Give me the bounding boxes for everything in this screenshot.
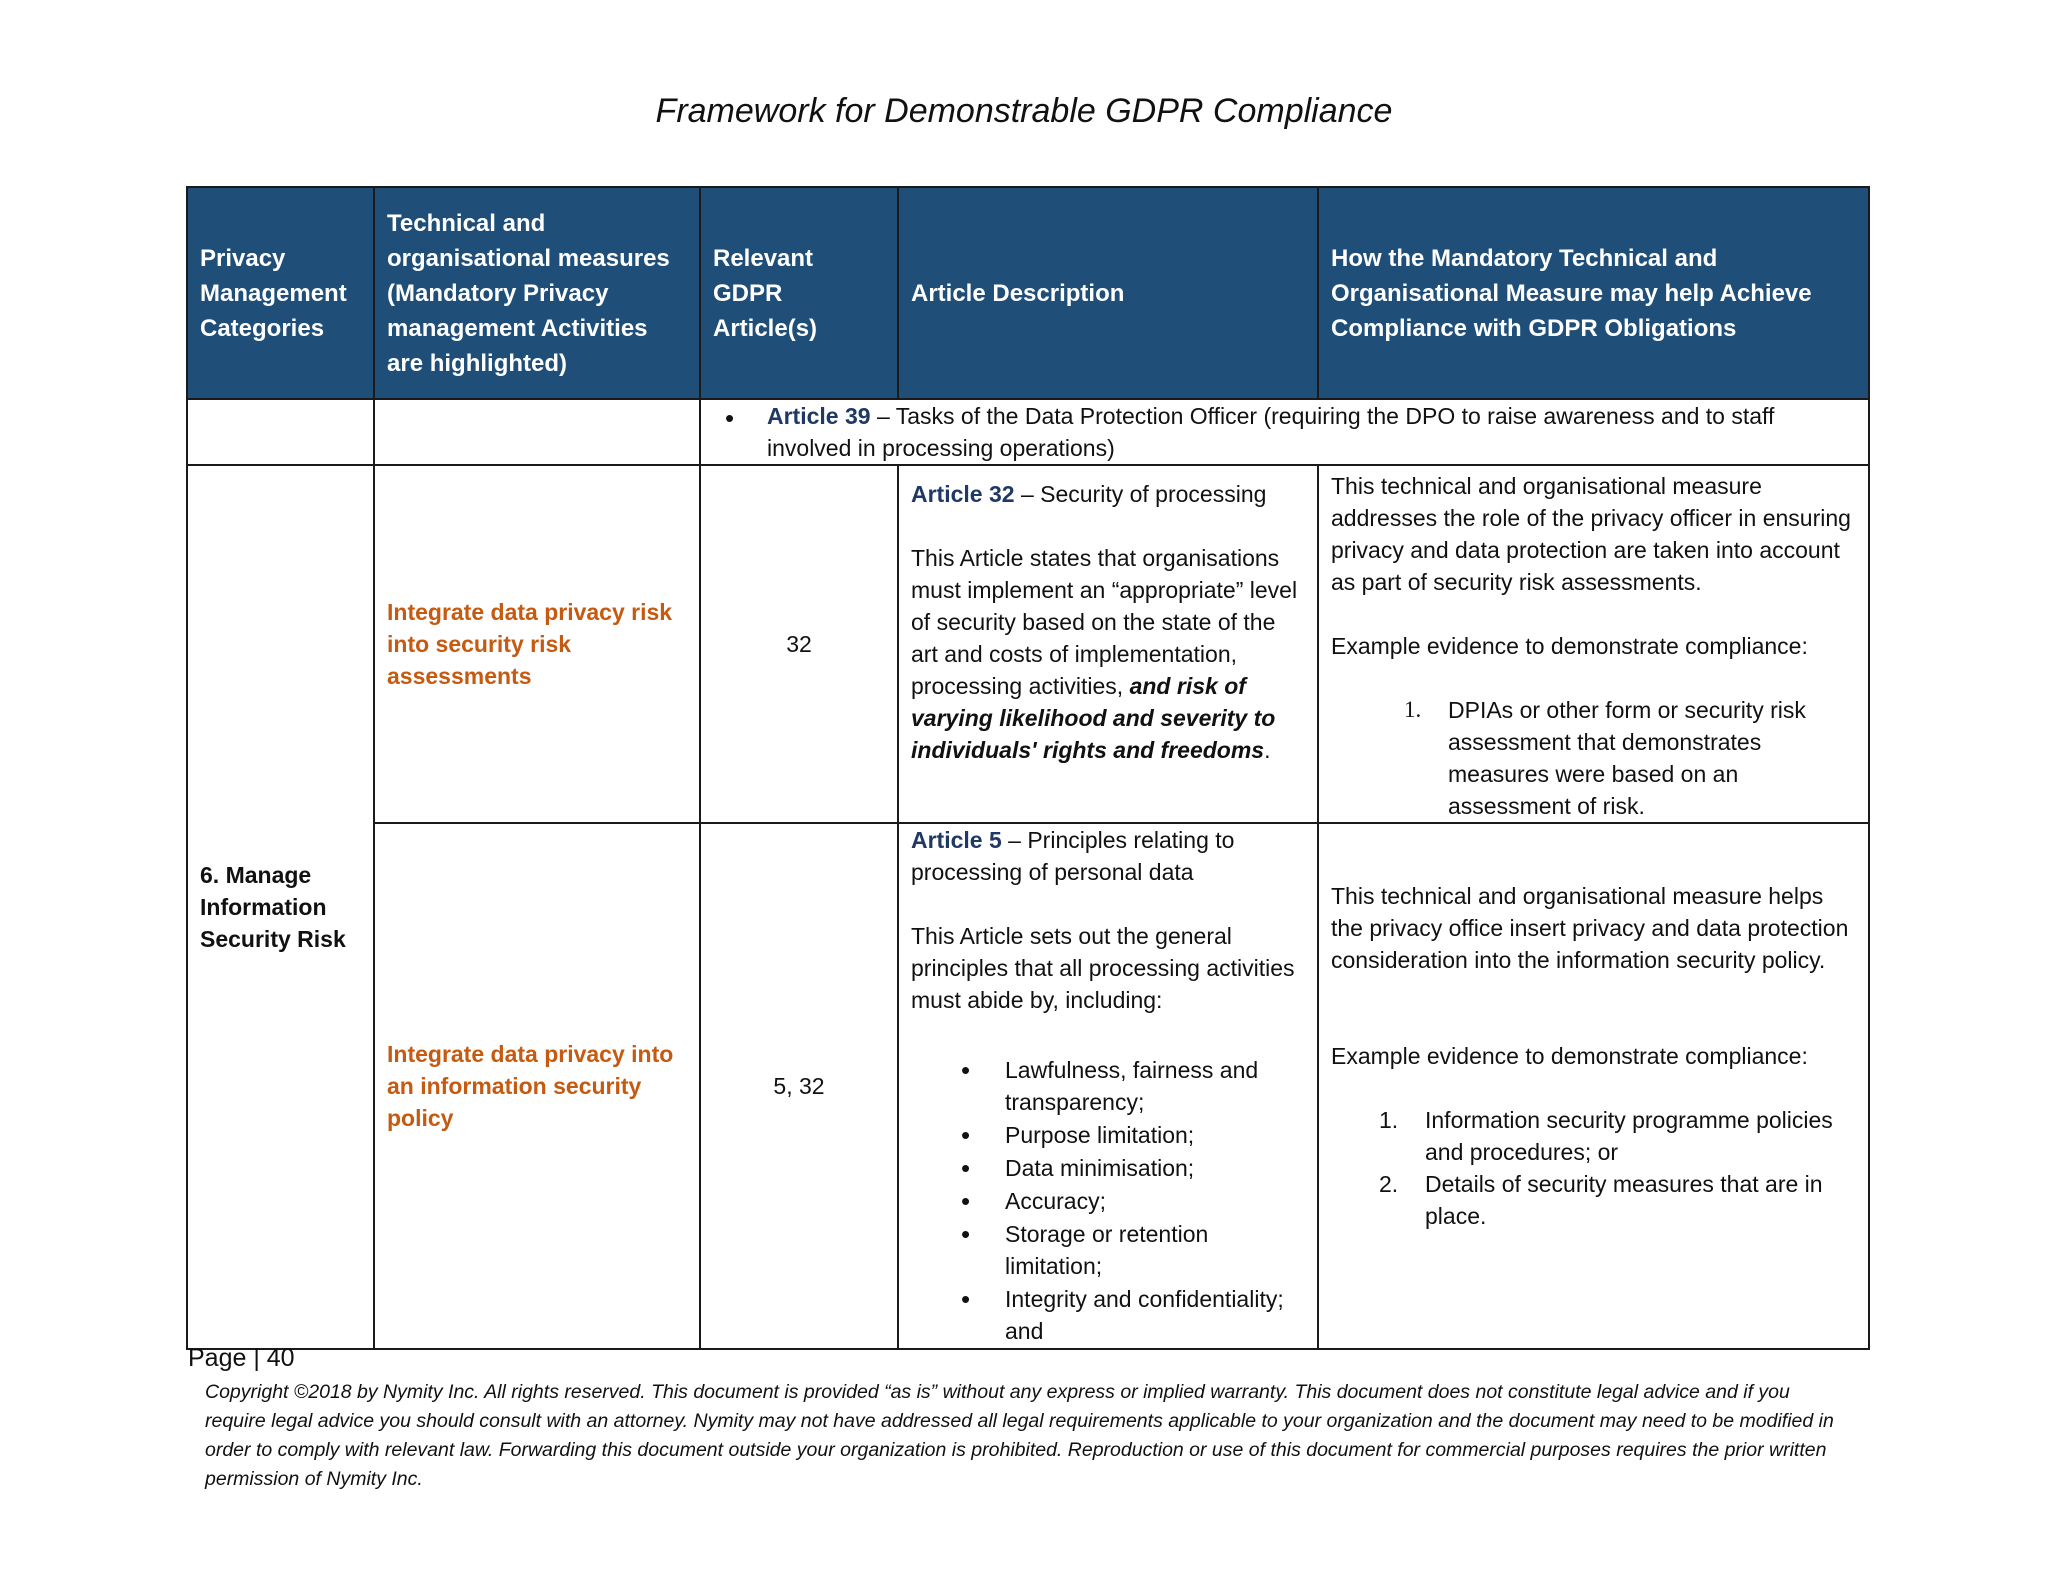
article-39-cell <box>700 399 1869 465</box>
list-item: • Accuracy; <box>1005 1185 1305 1217</box>
continuation-row <box>187 399 1869 465</box>
compliance-explanation <box>1318 465 1869 823</box>
article-39-link: Article 39 <box>767 403 871 429</box>
measure-label: Integrate data privacy risk into security risk assessments <box>374 465 700 823</box>
gdpr-compliance-table <box>186 186 1870 1350</box>
article-title: – Principles relating to processing of personal data <box>911 827 1235 885</box>
article-body-end: . <box>1264 737 1271 763</box>
list-item <box>1331 1104 1856 1168</box>
list-text: DPIAs or other form or security risk assessment that demonstrates measures were based on an assessment of risk. <box>1448 697 1806 819</box>
compliance-intro: This technical and organisational measure addresses the role of the privacy officer in ensuring privacy and data protection are taken into account as part of security risk assessments. <box>1331 473 1851 595</box>
article-title: – Security of processing <box>1014 481 1267 507</box>
article-body: This Article states that organisations must implement an “appropriate” level of security based on the state of the art and costs of implementation, processing activities, <box>911 545 1298 699</box>
privacy-category: 6. Manage Information Security Risk <box>187 465 374 1349</box>
header-privacy-categories: Privacy Management Categories <box>187 187 374 399</box>
table-row <box>187 465 1869 823</box>
list-item: • Data minimisation; <box>1005 1152 1305 1184</box>
list-item <box>1331 1168 1856 1232</box>
relevant-articles: 32 <box>700 465 898 823</box>
article-body: This Article sets out the general principles that all processing activities must abide by, including: <box>911 923 1295 1013</box>
table-row <box>187 823 1869 1349</box>
list-number: 1. <box>1404 697 1422 722</box>
article-body-emphasis: and risk of varying likelihood and severity to individuals' rights and freedoms <box>911 673 1276 763</box>
list-number: 2. <box>1379 1171 1399 1197</box>
evidence-list <box>1331 694 1856 822</box>
article-number: Article 32 <box>911 481 1015 507</box>
principles-list <box>911 1054 1305 1347</box>
measure-label: Integrate data privacy into an information security policy <box>374 823 700 1349</box>
list-number: 1. <box>1379 1107 1399 1133</box>
compliance-explanation <box>1318 823 1869 1349</box>
document-title: Framework for Demonstrable GDPR Compliance <box>655 92 1393 130</box>
compliance-intro: This technical and organisational measure helps the privacy office insert privacy and data protection consideration into the information security policy. <box>1331 883 1849 973</box>
list-text: Details of security measures that are in place. <box>1425 1171 1823 1229</box>
list-item: • Lawfulness, fairness and transparency; <box>1005 1054 1305 1118</box>
relevant-articles: 5, 32 <box>700 823 898 1349</box>
article-number: Article 5 <box>911 827 1002 853</box>
evidence-label: Example evidence to demonstrate compliance: <box>1331 1043 1808 1069</box>
evidence-label: Example evidence to demonstrate compliance: <box>1331 633 1808 659</box>
copyright-notice: Copyright ©2018 by Nymity Inc. All rights reserved. This document is provided “as is” without any express or implied warranty. This document does not constitute legal advice and if you require legal advice you should consult with an attorney. Nymity may not have addressed all legal requirements applicable to your organization and the document may need to be modified in order to comply with relevant law. Forwarding this document outside your organization is prohibited. Reproduction or use of this document for commercial purposes requires the prior written permission of Nymity Inc. <box>205 1381 1834 1490</box>
page-number: Page | 40 <box>188 1344 295 1372</box>
empty-cell <box>374 399 700 465</box>
header-article-description: Article Description <box>898 187 1318 399</box>
list-item: • Storage or retention limitation; <box>1005 1218 1305 1282</box>
list-item <box>1331 694 1856 822</box>
list-text: Information security programme policies and procedures; or <box>1425 1107 1833 1165</box>
article-39-text: – Tasks of the Data Protection Officer (requiring the DPO to raise awareness and to staff involved in processing operations) <box>767 403 1775 461</box>
header-relevant-articles: Relevant GDPR Article(s) <box>700 187 898 399</box>
article-description <box>898 823 1318 1349</box>
article-description <box>898 465 1318 823</box>
evidence-list <box>1331 1104 1856 1232</box>
bullet-icon: • <box>725 403 735 433</box>
header-row <box>187 187 1869 399</box>
empty-cell <box>187 399 374 465</box>
list-item: • Purpose limitation; <box>1005 1119 1305 1151</box>
header-measures: Technical and organisational measures (Mandatory Privacy management Activities are highlighted) <box>374 187 700 399</box>
header-compliance-help: How the Mandatory Technical and Organisational Measure may help Achieve Compliance with GDPR Obligations <box>1318 187 1869 399</box>
list-item: • Integrity and confidentiality; and <box>1005 1283 1305 1347</box>
